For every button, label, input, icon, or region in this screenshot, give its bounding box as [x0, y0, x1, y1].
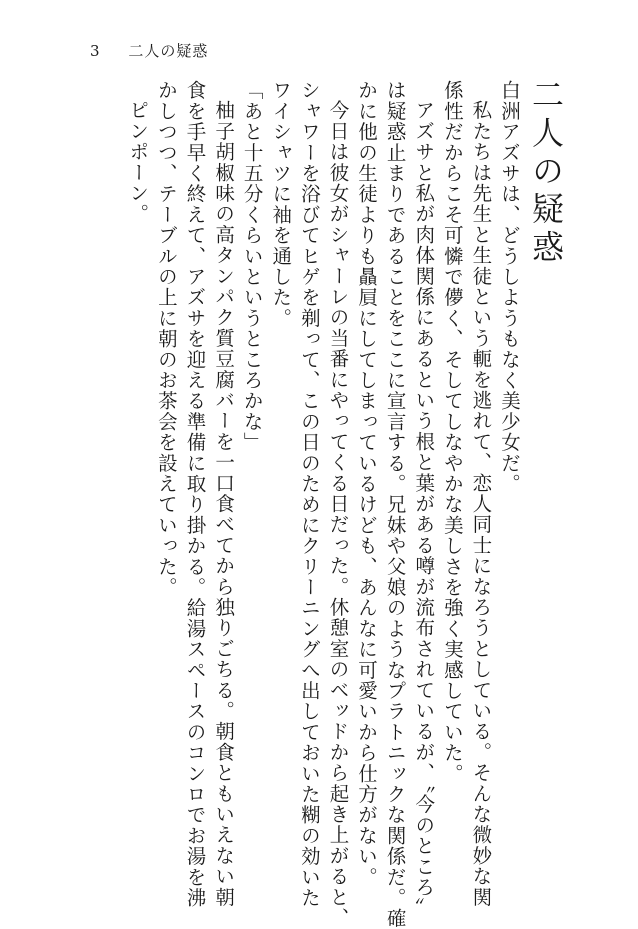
chapter-title: 二人の疑惑	[527, 78, 565, 268]
text-line: かに他の生徒よりも贔屓にしてしまっているけども、あんなに可愛いから仕方がない。	[355, 80, 379, 888]
text-line: 「あと十五分くらいというところかな」	[240, 80, 264, 453]
running-title: 二人の疑惑	[128, 42, 209, 60]
text-line: アズサと私が肉体関係にあるという根と葉がある噂が流布されているが、〝今のところ〟	[412, 99, 436, 918]
text-line: 白洲アズサは、どうしようもなく美少女だ。	[498, 80, 521, 494]
text-line: ワイシャツに袖を通した。	[269, 80, 293, 329]
text-line: は疑惑止まりであることをここに宣言する。兄妹や父娘のようなプラトニックな関係だ。確	[383, 80, 407, 929]
text-line: 係性だからこそ可憐で儚く、そしてしなやかな美しさを強く実感していた。	[440, 80, 464, 784]
text-line: 食を手早く終えて、アズサを迎える準備に取り掛かる。給湯スペースのコンロでお湯を沸	[183, 80, 207, 909]
text-line: 今日は彼女がシャーレの当番にやってくる日だった。休憩室のベッドから起き上がると、	[326, 99, 350, 928]
text-line: 私たちは先生と生徒という軛を逃れて、恋人同士になろうとしている。そんな微妙な関	[469, 99, 493, 907]
running-head	[90, 42, 208, 60]
body-text	[123, 80, 523, 929]
page-number: 3	[90, 42, 101, 60]
text-line: シャワーを浴びてヒゲを剃って、この日のためにクリーニングへ出しておいた糊の効いた	[297, 80, 321, 908]
text-line: 柚子胡椒味の高タンパク質豆腐バーを一口食べてから独りごちる。朝食ともいえない朝	[212, 99, 236, 907]
text-line: ピンポーン。	[126, 99, 150, 224]
text-line: かしつつ、テーブルの上に朝のお茶会を設えていった。	[154, 80, 178, 598]
